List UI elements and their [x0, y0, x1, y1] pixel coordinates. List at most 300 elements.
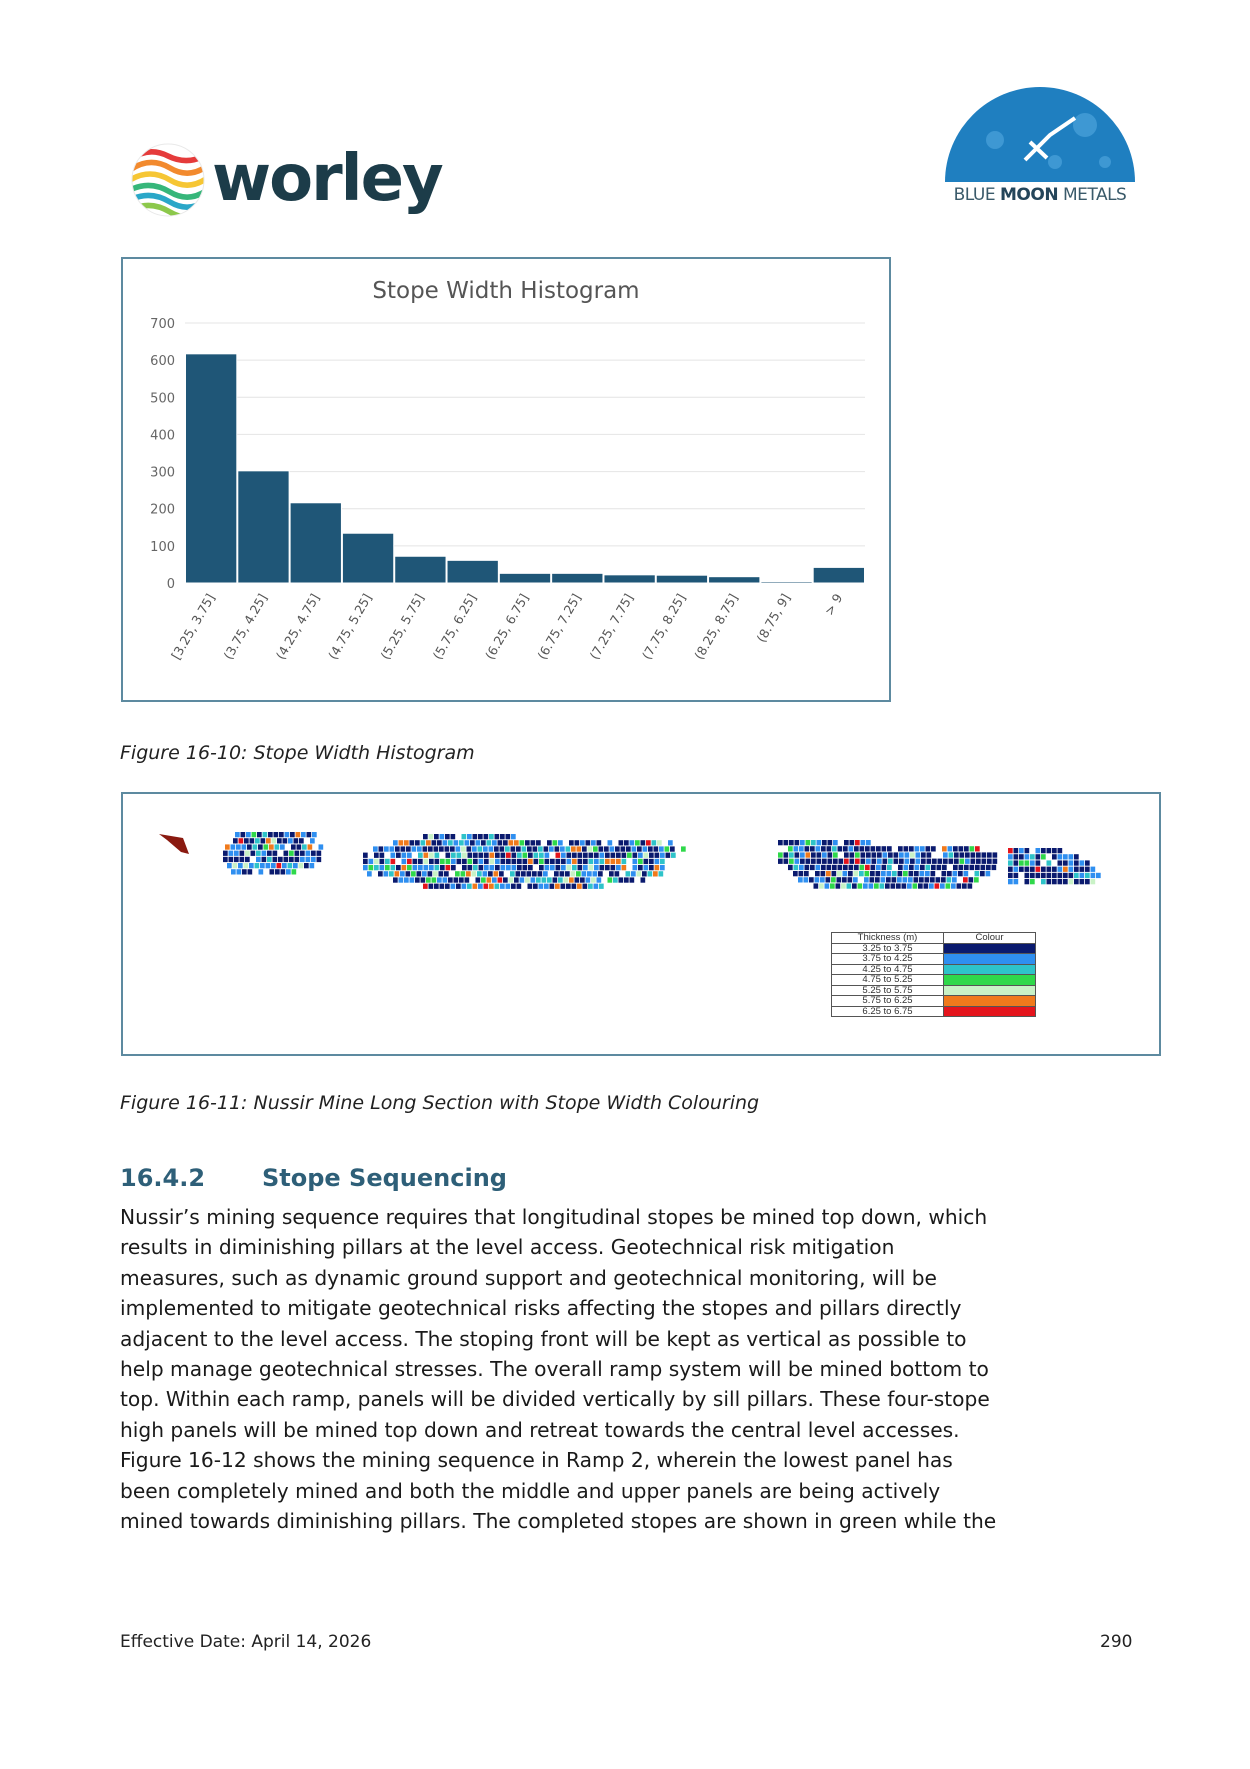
stope-block — [610, 846, 615, 851]
stope-block — [1058, 867, 1063, 872]
stope-block — [943, 852, 948, 857]
stope-block — [594, 865, 599, 870]
stope-block — [843, 871, 848, 876]
stope-block — [1019, 848, 1024, 853]
stope-block — [886, 877, 891, 882]
stope-block — [821, 846, 826, 851]
histogram-bar — [499, 573, 550, 583]
stope-block — [827, 846, 832, 851]
stope-block — [806, 859, 811, 864]
stope-block — [615, 871, 620, 876]
stope-block — [931, 871, 936, 876]
stope-block — [284, 857, 289, 862]
stope-block — [799, 846, 804, 851]
stope-block — [481, 840, 486, 845]
stope-block — [892, 877, 897, 882]
section-number: 16.4.2 — [120, 1164, 206, 1192]
stope-block — [1041, 867, 1046, 872]
stope-block — [593, 846, 598, 851]
stope-block — [501, 865, 506, 870]
stope-block — [437, 877, 442, 882]
stope-block — [492, 840, 497, 845]
stope-block — [440, 834, 445, 839]
stope-block — [369, 859, 374, 864]
stope-block — [1080, 860, 1085, 865]
stope-block — [953, 865, 958, 870]
stope-block — [553, 840, 558, 845]
stope-block — [646, 840, 651, 845]
stope-block — [969, 877, 974, 882]
stope-block — [266, 863, 271, 868]
legend-swatch — [944, 985, 1036, 996]
stope-block — [822, 859, 827, 864]
stope-block — [616, 865, 621, 870]
stope-block — [539, 884, 544, 889]
stope-block — [572, 884, 577, 889]
stope-block — [894, 852, 899, 857]
stope-block — [241, 832, 246, 837]
stope-block — [1041, 873, 1046, 878]
stope-block — [223, 851, 228, 856]
stope-block — [899, 859, 904, 864]
stope-block — [446, 859, 451, 864]
stope-block — [784, 859, 789, 864]
stope-block — [374, 853, 379, 858]
stope-block — [239, 838, 244, 843]
stope-block — [484, 884, 489, 889]
stope-block — [865, 871, 870, 876]
stope-block — [861, 852, 866, 857]
stope-block — [854, 846, 859, 851]
stope-block — [561, 884, 566, 889]
stope-block — [378, 871, 383, 876]
legend-swatch — [944, 943, 1036, 954]
stope-block — [600, 853, 605, 858]
stope-block — [445, 884, 450, 889]
stope-block — [407, 859, 412, 864]
stope-block — [854, 865, 859, 870]
stope-block — [847, 883, 852, 888]
paragraph-line: been completely mined and both the middle and upper panels are being actively — [120, 1478, 941, 1503]
histogram-bar — [813, 567, 864, 583]
stope-block — [240, 851, 245, 856]
stope-block — [528, 884, 533, 889]
stope-block — [511, 834, 516, 839]
stope-block — [925, 877, 930, 882]
stope-block — [611, 865, 616, 870]
stope-block — [861, 840, 866, 845]
stope-block — [816, 846, 821, 851]
stope-block — [622, 865, 627, 870]
stope-block — [811, 859, 816, 864]
stope-block — [457, 859, 462, 864]
legend-label: 3.75 to 4.25 — [832, 954, 944, 965]
stope-block — [854, 871, 859, 876]
stope-block — [399, 840, 404, 845]
stope-block — [525, 840, 530, 845]
stope-block — [964, 865, 969, 870]
stope-block — [522, 846, 527, 851]
stope-block — [964, 846, 969, 851]
histogram-bar — [395, 556, 446, 583]
stope-block — [794, 865, 799, 870]
stope-block — [479, 859, 484, 864]
stope-block — [225, 844, 230, 849]
stope-block — [1041, 854, 1046, 859]
stope-block — [875, 877, 880, 882]
stope-block — [863, 883, 868, 888]
stope-block — [641, 877, 646, 882]
stope-block — [575, 840, 580, 845]
stope-block — [391, 859, 396, 864]
stope-block — [477, 871, 482, 876]
stope-block — [1091, 873, 1096, 878]
stope-block — [454, 877, 459, 882]
stope-block — [506, 853, 511, 858]
stope-block — [280, 844, 285, 849]
stope-block — [285, 832, 290, 837]
figure-caption: Figure 16-11: Nussir Mine Long Section with Stope Width Colouring — [120, 1092, 760, 1114]
stope-block — [1036, 848, 1041, 853]
stope-block — [234, 851, 239, 856]
stope-block — [1036, 860, 1041, 865]
stope-block — [412, 846, 417, 851]
stope-block — [317, 851, 322, 856]
stope-block — [256, 851, 261, 856]
stope-block — [462, 865, 467, 870]
stope-block — [643, 846, 648, 851]
stope-block — [1074, 854, 1079, 859]
stope-block — [379, 846, 384, 851]
stope-block — [1085, 873, 1090, 878]
stope-block — [1047, 860, 1052, 865]
stope-block — [1014, 879, 1019, 884]
stope-block — [457, 853, 462, 858]
stope-block — [788, 865, 793, 870]
x-tick-label: > 9 — [821, 591, 846, 618]
stope-block — [363, 859, 368, 864]
stope-block — [794, 846, 799, 851]
stope-block — [806, 840, 811, 845]
stope-block — [844, 840, 849, 845]
stope-block — [246, 832, 251, 837]
stope-block — [883, 859, 888, 864]
stope-block — [832, 871, 837, 876]
stope-block — [587, 871, 592, 876]
stope-block — [410, 877, 415, 882]
stope-block — [577, 846, 582, 851]
stope-block — [511, 884, 516, 889]
stope-block — [784, 840, 789, 845]
stope-block — [312, 832, 317, 837]
stope-block — [621, 846, 626, 851]
stope-block — [247, 844, 252, 849]
stope-block — [517, 853, 522, 858]
stope-block — [887, 865, 892, 870]
stope-block — [838, 865, 843, 870]
stope-block — [1041, 848, 1046, 853]
stope-block — [959, 865, 964, 870]
stope-block — [404, 840, 409, 845]
stope-block — [588, 884, 593, 889]
stope-block — [589, 853, 594, 858]
legend-label: 3.25 to 3.75 — [832, 943, 944, 954]
stope-block — [443, 877, 448, 882]
stope-block — [369, 865, 374, 870]
stope-block — [982, 859, 987, 864]
stope-block — [858, 883, 863, 888]
stope-block — [489, 846, 494, 851]
stope-block — [391, 853, 396, 858]
stope-block — [531, 840, 536, 845]
stope-block — [894, 859, 899, 864]
stope-block — [993, 859, 998, 864]
stope-block — [605, 859, 610, 864]
y-tick-label: 600 — [150, 354, 175, 370]
stope-block — [927, 859, 932, 864]
stope-block — [849, 865, 854, 870]
stope-block — [429, 859, 434, 864]
stope-block — [921, 859, 926, 864]
histogram-bar — [552, 573, 603, 583]
stope-block — [778, 852, 783, 857]
stope-block — [363, 865, 368, 870]
stope-block — [644, 859, 649, 864]
stope-block — [844, 859, 849, 864]
stope-block — [429, 853, 434, 858]
stope-block — [975, 865, 980, 870]
stope-block — [935, 883, 940, 888]
stope-block — [1014, 848, 1019, 853]
stope-block — [795, 840, 800, 845]
stope-block — [297, 844, 302, 849]
stope-block — [855, 840, 860, 845]
stope-block — [270, 869, 275, 874]
stope-block — [435, 853, 440, 858]
stope-block — [666, 853, 671, 858]
stope-block — [561, 859, 566, 864]
stope-block — [1096, 873, 1101, 878]
stope-block — [630, 840, 635, 845]
stope-block — [255, 863, 260, 868]
legend-row — [832, 943, 1036, 954]
stope-block — [1058, 854, 1063, 859]
stope-block — [533, 846, 538, 851]
stope-block — [800, 852, 805, 857]
stope-block — [434, 834, 439, 839]
stope-block — [406, 846, 411, 851]
stope-block — [451, 859, 456, 864]
stope-block — [815, 871, 820, 876]
stope-block — [455, 871, 460, 876]
moon-icon — [935, 80, 1145, 184]
stope-block — [296, 832, 301, 837]
stope-block — [910, 859, 915, 864]
stope-block — [638, 853, 643, 858]
stope-block — [536, 840, 541, 845]
stope-block — [306, 857, 311, 862]
stope-block — [1047, 873, 1052, 878]
stope-block — [1019, 867, 1024, 872]
stope-block — [975, 871, 980, 876]
stope-block — [236, 844, 241, 849]
histogram-bar — [186, 354, 237, 583]
stope-block — [974, 877, 979, 882]
stope-block — [942, 846, 947, 851]
stope-block — [472, 871, 477, 876]
stope-block — [415, 877, 420, 882]
legend-row — [832, 975, 1036, 986]
stope-block — [1019, 854, 1024, 859]
stope-block — [523, 853, 528, 858]
stope-block — [932, 859, 937, 864]
stope-block — [943, 859, 948, 864]
stope-block — [1069, 860, 1074, 865]
stope-block — [534, 853, 539, 858]
stope-block — [810, 865, 815, 870]
stope-block — [459, 840, 464, 845]
stope-block — [860, 865, 865, 870]
stope-block — [942, 865, 947, 870]
stope-block — [257, 832, 262, 837]
legend-row — [832, 996, 1036, 1007]
stope-block — [402, 859, 407, 864]
stope-block — [523, 865, 528, 870]
stope-block — [655, 865, 660, 870]
stope-block — [902, 883, 907, 888]
stope-block — [263, 832, 268, 837]
stope-block — [451, 834, 456, 839]
stope-block — [267, 857, 272, 862]
stope-block — [915, 846, 920, 851]
stope-block — [821, 871, 826, 876]
stope-block — [564, 877, 569, 882]
stope-block — [490, 853, 495, 858]
legend-row — [832, 964, 1036, 975]
stope-block — [443, 840, 448, 845]
stope-block — [850, 859, 855, 864]
stope-block — [811, 840, 816, 845]
stope-block — [229, 857, 234, 862]
stope-block — [907, 883, 912, 888]
stope-block — [649, 853, 654, 858]
stope-block — [435, 865, 440, 870]
stope-block — [644, 865, 649, 870]
stope-block — [936, 877, 941, 882]
stope-block — [882, 846, 887, 851]
stope-block — [965, 852, 970, 857]
stope-block — [260, 863, 265, 868]
stope-block — [1091, 879, 1096, 884]
bluemoon-wordmark: BLUE MOON METALS — [953, 185, 1127, 205]
stope-block — [965, 859, 970, 864]
stope-block — [784, 852, 789, 857]
stope-block — [593, 871, 598, 876]
stope-block — [470, 840, 475, 845]
stope-block — [448, 840, 453, 845]
stope-block — [380, 865, 385, 870]
stope-block — [789, 852, 794, 857]
stope-block — [916, 859, 921, 864]
stope-block — [589, 859, 594, 864]
stope-block — [567, 859, 572, 864]
stope-block — [1008, 848, 1013, 853]
stope-block — [465, 877, 470, 882]
stope-block — [401, 846, 406, 851]
stope-block — [981, 865, 986, 870]
stope-block — [925, 871, 930, 876]
stope-block — [429, 865, 434, 870]
stope-block — [234, 857, 239, 862]
stope-block — [946, 883, 951, 888]
stope-block — [654, 846, 659, 851]
stope-block — [982, 852, 987, 857]
stope-block — [1041, 879, 1046, 884]
stope-block — [572, 859, 577, 864]
stope-block — [566, 884, 571, 889]
stope-block — [560, 871, 565, 876]
stope-block — [849, 846, 854, 851]
stope-block — [848, 877, 853, 882]
stope-block — [544, 884, 549, 889]
paragraph-line: Nussir’s mining sequence requires that longitudinal stopes be mined top down, which — [120, 1205, 988, 1229]
stope-block — [259, 869, 264, 874]
stope-block — [434, 846, 439, 851]
stope-block — [429, 884, 434, 889]
stope-block — [547, 840, 552, 845]
stope-block — [586, 877, 591, 882]
stope-width-histogram — [121, 257, 891, 702]
stope-block — [638, 865, 643, 870]
stope-block — [545, 853, 550, 858]
y-tick-label: 700 — [150, 317, 175, 332]
stope-block — [1008, 873, 1013, 878]
stope-block — [424, 853, 429, 858]
stope-block — [876, 846, 881, 851]
stope-block — [561, 865, 566, 870]
stope-block — [898, 846, 903, 851]
stope-block — [512, 859, 517, 864]
stope-block — [448, 877, 453, 882]
legend-row — [832, 954, 1036, 965]
stope-block — [657, 840, 662, 845]
stope-block — [888, 852, 893, 857]
stope-block — [385, 865, 390, 870]
stope-block — [467, 846, 472, 851]
stope-block — [538, 871, 543, 876]
stope-block — [440, 884, 445, 889]
stope-block — [877, 852, 882, 857]
stope-block — [1074, 879, 1079, 884]
stope-block — [953, 871, 958, 876]
stope-block — [528, 865, 533, 870]
stope-block — [289, 851, 294, 856]
stope-block — [887, 846, 892, 851]
legend-row — [832, 985, 1036, 996]
stope-block — [395, 871, 400, 876]
stope-block — [267, 851, 272, 856]
stope-block — [1025, 860, 1030, 865]
stope-block — [778, 840, 783, 845]
stope-block — [870, 871, 875, 876]
stope-block — [575, 877, 580, 882]
stope-block — [1063, 854, 1068, 859]
legend-label: 6.25 to 6.75 — [832, 1006, 944, 1017]
stope-block — [872, 852, 877, 857]
stope-block — [244, 838, 249, 843]
stope-block — [897, 877, 902, 882]
legend-label: 4.75 to 5.25 — [832, 975, 944, 986]
